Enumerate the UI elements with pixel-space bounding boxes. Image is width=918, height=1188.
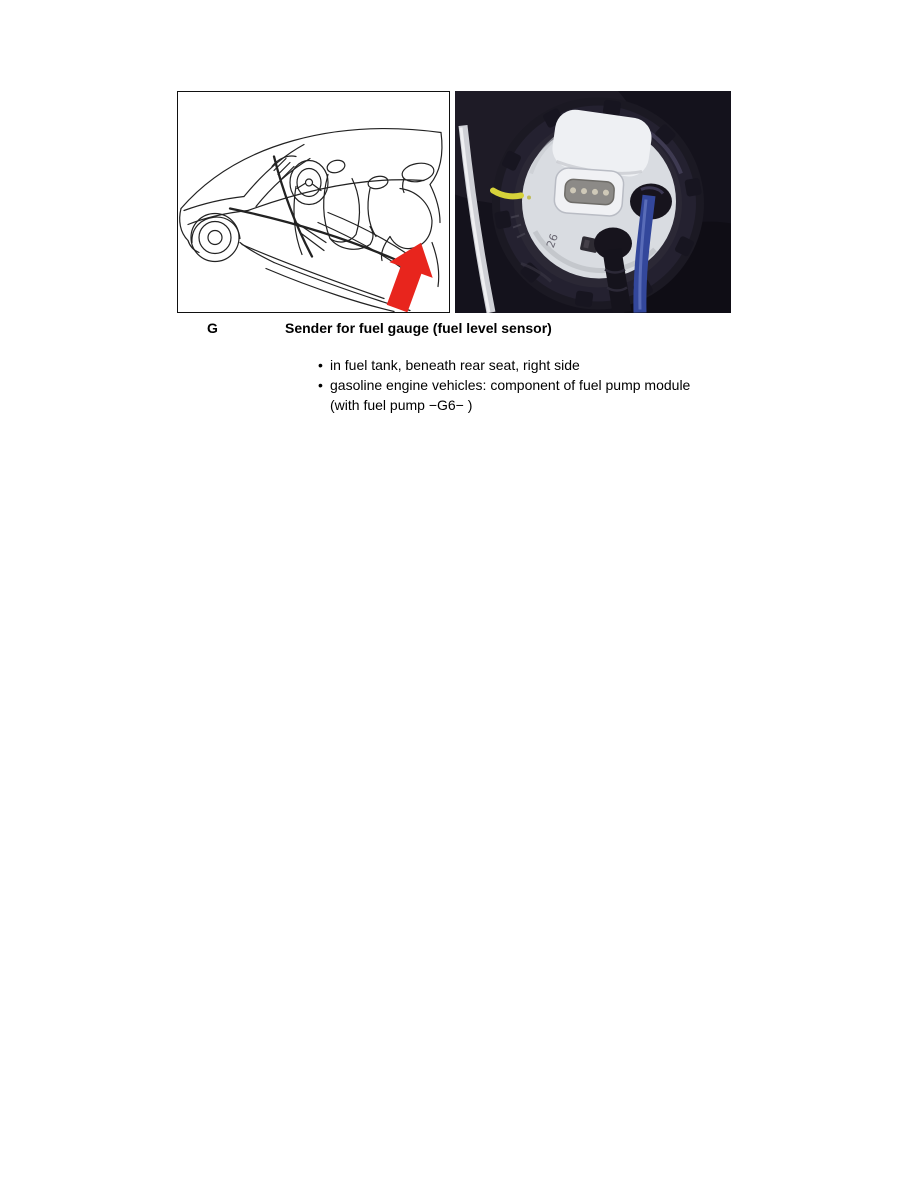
bullet-text: gasoline engine vehicles: component of fuel pump module (with fuel pump −G6− ) [330, 377, 691, 413]
component-title: Sender for fuel gauge (fuel level sensor) [285, 320, 552, 336]
flange-marking-text: 26 [543, 232, 561, 250]
bullet-item [318, 375, 690, 415]
car-location-figure [177, 91, 450, 313]
component-code: G [207, 320, 218, 336]
fuel-pump-photo-figure [455, 91, 731, 313]
car-cutaway-drawing [178, 92, 449, 312]
red-arrow-icon [375, 235, 442, 312]
component-bullet-list [318, 355, 690, 415]
bullet-dot: • [318, 357, 323, 373]
bullet-text: in fuel tank, beneath rear seat, right side [330, 357, 580, 373]
bullet-item [318, 355, 690, 375]
fuel-pump-photo [455, 91, 731, 313]
black-hose [612, 250, 622, 313]
bullet-dot: • [318, 377, 323, 393]
connector [553, 167, 624, 217]
